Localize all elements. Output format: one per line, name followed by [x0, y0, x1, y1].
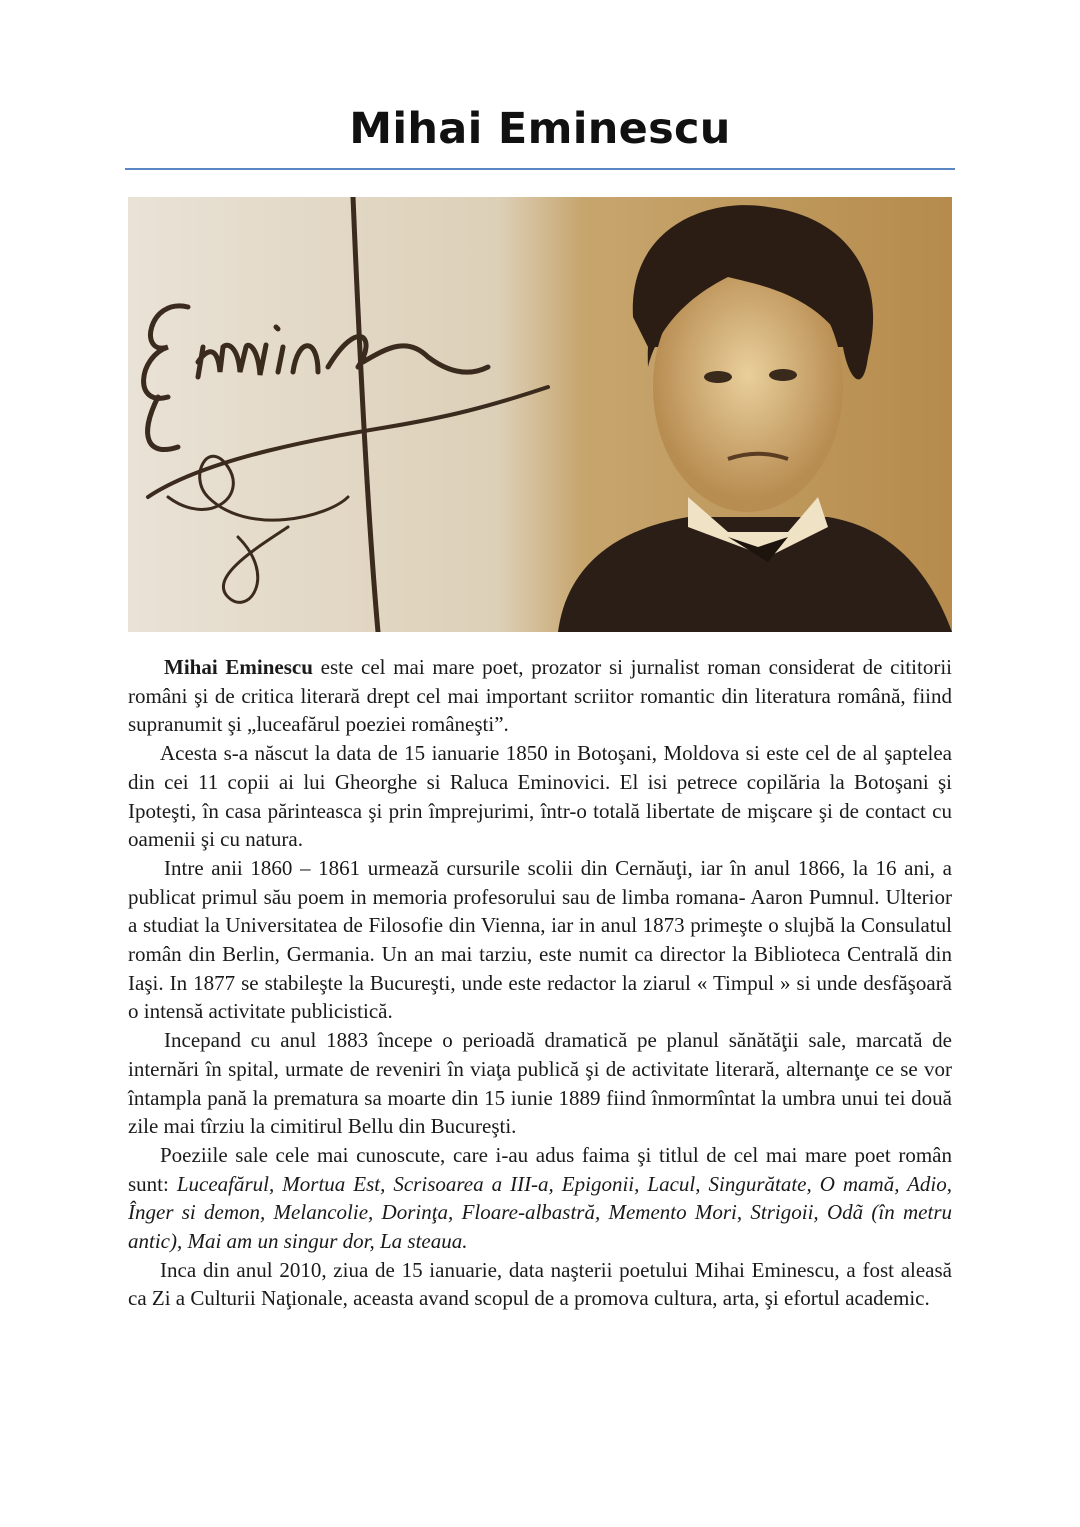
page-title: Mihai Eminescu	[349, 104, 731, 154]
title-underline	[125, 168, 955, 170]
intro-text: este cel mai mare poet, prozator si jurnalist roman considerat de cititorii români şi de critica literară drept cel mai important scriitor romantic din literatura română, fiind supranumit şi „luceafărul poeziei româneşti”.	[128, 655, 952, 737]
paragraph-illness: Incepand cu anul 1883 începe o perioadă dramatică pe planul sănătăţii sale, marcată de internări în spital, urmate de reveniri în viaţa publică şi de activitate literară, alternanţe ce se vor întampla pană la prematura sa moarte din 15 iunie 1889 fiind înmormîntat la umbra unui tei două zile mai tîrziu la cimitirul Bellu din Bucureşti.	[128, 1028, 952, 1139]
poems-list: Luceafărul, Mortua Est, Scrisoarea a III-a, Epigonii, Lacul, Singurătate, O mamă, Adio, Înger si demon, Melancolie, Dorinţa, Floare-albastră, Memento Mori, Strigoii, Odã (în metru antic), Mai am un singur dor, La steaua.	[128, 1171, 953, 1254]
hero-image	[128, 197, 952, 632]
paragraph-education: Intre anii 1860 – 1861 urmează cursurile scolii din Cernăuţi, iar în anul 1866, la 16 ani, a publicat primul său poem in memoria profesorului sau de limba romana- Aaron Pumnul. Ulterior a studiat la Universitatea de Filosofie din Vienna, iar in anul 1873 primeşte o slujbă la Consulatul român din Berlin, Germania. Un an mai tarziu, este numit ca director la Biblioteca Centrală din Iaşi. In 1877 se stabileşte la Bucureşti, unde este redactor la ziarul « Timpul » si unde desfăşoară o intensă activitate publicistică.	[128, 855, 952, 1024]
paragraph-birth: Acesta s-a născut la data de 15 ianuarie 1850 in Botoşani, Moldova si este cel de al şaptelea din cei 11 copii ai lui Gheorghe si Raluca Eminovici. El isi petrece copilăria la Botoşani şi Ipoteşti, în casa părinteasca şi prin împrejurimi, într-o totală libertate de mişcare şi de contact cu oamenii şi cu natura.	[128, 741, 952, 852]
intro-name: Mihai Eminescu	[164, 655, 313, 679]
article-body	[128, 653, 952, 1313]
paragraph-intro	[128, 653, 952, 739]
paragraph-poems	[128, 1141, 952, 1256]
poems-intro: Poeziile sale cele mai cunoscute, care i-au adus faima şi titlul de cel mai mare poet român sunt:	[128, 1142, 952, 1196]
paragraph-culture-day: Inca din anul 2010, ziua de 15 ianuarie, data naşterii poetului Mihai Eminescu, a fost aleasă ca Zi a Culturii Naţionale, aceasta avand scopul de a promova cultura, arta, şi efortul academic.	[128, 1257, 952, 1311]
